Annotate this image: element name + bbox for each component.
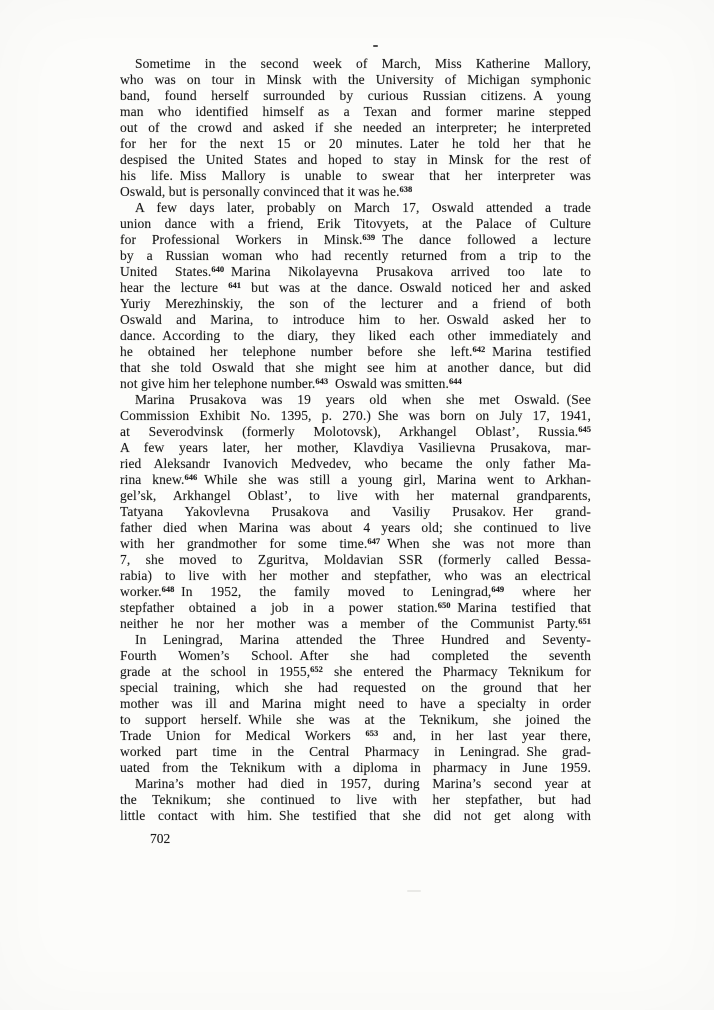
text-line: In Leningrad, Marina attended the Three Hundred and Seventy-	[135, 632, 591, 647]
scan-artifact-dash	[373, 45, 378, 47]
footnote-ref: 644	[448, 376, 462, 386]
text-line: dance. According to the diary, they liked each other immediately and	[120, 328, 591, 343]
text-line: Oswald, but is personally convinced that it was he.$^{638}$	[120, 184, 413, 199]
text-line: rina knew.$^{646}$ While she was still a young girl, Marina went to Arkhan-	[120, 472, 591, 487]
text-line: not give him her telephone number.$^{643}$ Oswald was smitten.$^{644}$	[120, 376, 462, 391]
footnote-ref: 650	[437, 600, 451, 610]
text-line: United States.$^{640}$ Marina Nikolayevna Prusakova arrived too late to	[120, 264, 591, 279]
footnote-ref: 638	[399, 184, 413, 194]
text-line: Trade Union for Medical Workers $^{653}$ and, in her last year there,	[120, 728, 591, 743]
footnote-ref: 646	[184, 472, 198, 482]
paragraph	[120, 200, 591, 392]
text-line: band, found herself surrounded by curious Russian citizens. A young	[120, 88, 591, 103]
text-line: little contact with him. She testified that she did not get along with	[120, 808, 591, 823]
text-line: out of the crowd and asked if she needed an interpreter; he interpreted	[120, 120, 591, 135]
text-line: with her grandmother for some time.$^{647}$ When she was not more than	[120, 536, 591, 551]
text-line: that she told Oswald that she might see him at another dance, but did	[120, 360, 591, 375]
paragraph	[120, 392, 591, 632]
text-line: Marina’s mother had died in 1957, during Marina’s second year at	[135, 776, 591, 791]
text-line: worker.$^{648}$ In 1952, the family moved to Leningrad,$^{649}$ where her	[120, 584, 591, 599]
text-line: ried Aleksandr Ivanovich Medvedev, who became the only father Ma-	[120, 456, 591, 471]
text-line: hear the lecture $^{641}$ but was at the dance. Oswald noticed her and asked	[120, 280, 591, 295]
text-line: mother was ill and Marina might need to have a specialty in order	[120, 696, 591, 711]
text-line: he obtained her telephone number before she left.$^{642}$ Marina testified	[120, 344, 591, 359]
footnote-ref: 648	[161, 584, 175, 594]
footnote-ref: 647	[367, 536, 381, 546]
footnote-ref: 640	[211, 264, 225, 274]
text-line: for Professional Workers in Minsk.$^{639}$ The dance followed a lecture	[120, 232, 591, 247]
page-number: 702	[150, 831, 171, 846]
text-line: by a Russian woman who had recently returned from a trip to the	[120, 248, 591, 263]
text-line: Fourth Women’s School. After she had completed the seventh	[120, 648, 591, 663]
text-line: union dance with a friend, Erik Titovyets, at the Palace of Culture	[120, 216, 591, 231]
paragraph	[120, 776, 591, 824]
text-line: Tatyana Yakovlevna Prusakova and Vasiliy Prusakov. Her grand-	[120, 504, 591, 519]
text-line: gel’sk, Arkhangel Oblast’, to live with her maternal grandparents,	[120, 488, 591, 503]
text-line: worked part time in the Central Pharmacy in Leningrad. She grad-	[120, 744, 591, 759]
footnote-ref: 649	[491, 584, 505, 594]
footnote-ref: 641	[228, 280, 242, 290]
text-line: 7, she moved to Zguritva, Moldavian SSR (formerly called Bessa-	[120, 552, 591, 567]
text-line: who was on tour in Minsk with the University of Michigan symphonic	[120, 72, 591, 87]
footnote-ref: 639	[362, 232, 376, 242]
text-line: grade at the school in 1955,$^{652}$ she entered the Pharmacy Teknikum for	[120, 664, 591, 679]
text-line: A few years later, her mother, Klavdiya Vasilievna Prusakova, mar-	[120, 440, 591, 455]
text-line: father died when Marina was about 4 years old; she continued to live	[120, 520, 591, 535]
text-line: despised the United States and hoped to stay in Minsk for the rest of	[120, 152, 591, 167]
text-line: his life. Miss Mallory is unable to swear that her interpreter was	[120, 168, 591, 183]
scan-artifact-smudge	[407, 890, 421, 892]
footnote-ref: 642	[472, 344, 486, 354]
footnote-ref: 651	[578, 616, 591, 626]
footnote-ref: 653	[365, 728, 379, 738]
text-line: A few days later, probably on March 17, Oswald attended a trade	[135, 200, 591, 215]
text-line: Oswald and Marina, to introduce him to her. Oswald asked her to	[120, 312, 591, 327]
text-line: Yuriy Merezhinskiy, the son of the lecturer and a friend of both	[120, 296, 591, 311]
text-line: special training, which she had requested on the ground that her	[120, 680, 591, 695]
paragraph	[120, 56, 591, 200]
footnote-ref: 643	[315, 376, 329, 386]
text-block	[120, 56, 591, 824]
text-line: stepfather obtained a job in a power station.$^{650}$ Marina testified that	[120, 600, 591, 615]
text-line: neither he nor her mother was a member of the Communist Party.$^{651}$	[120, 616, 591, 631]
paragraph	[120, 632, 591, 776]
text-line: Commission Exhibit No. 1395, p. 270.) She was born on July 17, 1941,	[120, 408, 591, 423]
text-line: for her for the next 15 or 20 minutes. Later he told her that he	[120, 136, 591, 151]
footnote-ref: 652	[310, 664, 323, 674]
text-line: to support herself. While she was at the Teknikum, she joined the	[120, 712, 591, 727]
text-line: the Teknikum; she continued to live with her stepfather, but had	[120, 792, 591, 807]
text-line: rabia) to live with her mother and stepfather, who was an electrical	[120, 568, 591, 583]
text-line: at Severodvinsk (formerly Molotovsk), Arkhangel Oblast’, Russia.$^{645}$	[120, 424, 591, 439]
text-line: Sometime in the second week of March, Miss Katherine Mallory,	[135, 56, 591, 71]
text-line: uated from the Teknikum with a diploma in pharmacy in June 1959.	[120, 760, 591, 775]
text-line: Marina Prusakova was 19 years old when she met Oswald. (See	[135, 392, 591, 407]
text-line: man who identified himself as a Texan and former marine stepped	[120, 104, 591, 119]
footnote-ref: 645	[578, 424, 591, 434]
